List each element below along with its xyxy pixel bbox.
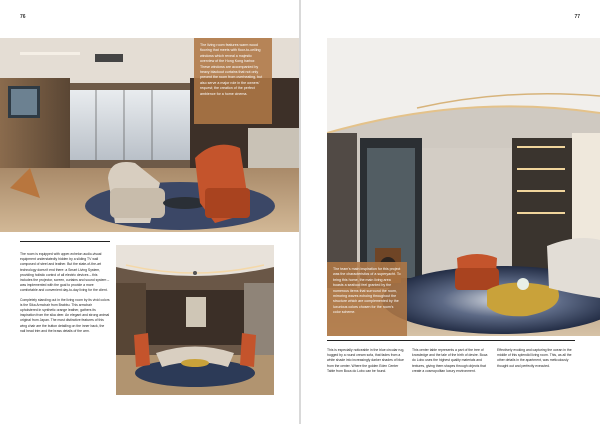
page-number-right: 77	[574, 14, 580, 20]
cinema-room-illustration	[116, 245, 274, 395]
left-page	[0, 0, 299, 424]
body-text-right-col3	[497, 348, 575, 373]
paragraph: Effectively evoking and capturing the ocean in the middle of this splendid living room. This, as all the other details in the apartment, was meticulously thought out and perfectly executed.	[497, 348, 572, 368]
paragraph: The room is equipped with upper-echelon audio-visual equipment understatedly hidden by a sliding TV wall composed of steel and leather. But the state-of-the-art technology doesn't end there: a Smart Living System, providing holistic control of all electric devices – this includes the projector, screen, curtains and sound system – was implemented with the goal to provide a more comfortable and convenient day-to-day living for the client.	[20, 252, 110, 293]
paragraph: This center table represents a part of the tree of knowledge and the tale of the birth of desire. Boca do Lobo uses the highest quality materials and textures, giving them shapes through objects that create a cosmopolitan luxury environment.	[412, 348, 488, 373]
caption-box-left: The living room features warm wood flooring that meets with floor-to-ceiling windows which reveal a majestic overview of the Hong Kong harbor. These windows are accompanied by heavy blackout curtains that not only prevent the room from overheating, but also serve a major role in the owners' request; the creation of the perfect ambience for a home cinema.	[194, 38, 272, 124]
column-rule-left	[20, 241, 110, 242]
paragraph: This is especially noticeable in the blue circular rug, hugged by a round cream sofa, that fades from a white shade into increasingly darker shades of blue from the center. Where the golden Eden Center Table from Boca do Lobo can be found.	[327, 348, 405, 373]
body-text-right-col1	[327, 348, 405, 378]
caption-box-right: The team's main inspiration for this project was the characteristics of a superyacht. To bring this home, the main living area boasts a seafood feel granted by the numerous items that surround the room, mirroring waves echoing throughout the structure which are complemented by the luxurious colors chosen for the room's color scheme.	[327, 262, 407, 336]
page-number-left: 76	[20, 14, 26, 20]
paragraph: Completely standing out in the living room by its vivid colors is the Sika Armchair from Brabbu. This armchair upholstered in synthetic orange leather, gathers its inspiration from the sika deer. An elegant and strong animal original from Japan. The most distinctive features of this wing chair are the button detailing on the inner back, the nail head trim and the brass details of the arm.	[20, 297, 110, 333]
body-text-right-col2	[412, 348, 490, 378]
column-rule-right	[327, 340, 575, 341]
cinema-room-photo	[116, 245, 274, 395]
right-page	[301, 0, 600, 424]
body-text-left	[20, 252, 110, 338]
